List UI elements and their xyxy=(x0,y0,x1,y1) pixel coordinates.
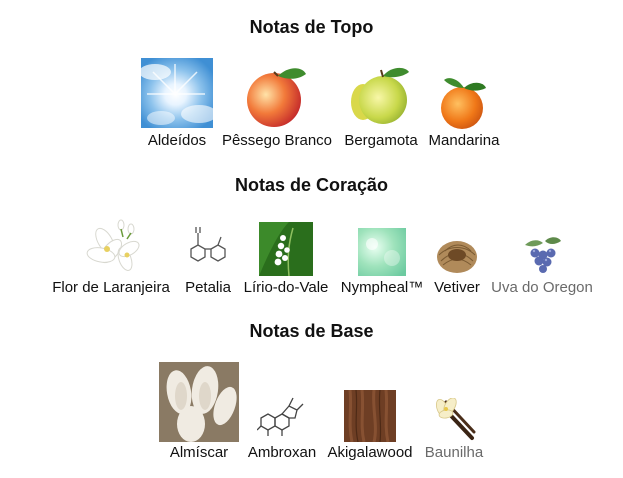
note-label: Flor de Laranjeira xyxy=(52,279,170,296)
note-label: Almíscar xyxy=(169,444,229,461)
note-item xyxy=(486,219,598,299)
note-item xyxy=(243,362,321,464)
note-item xyxy=(45,219,177,299)
note-label: Bergamota xyxy=(344,132,418,149)
section-title-top: Notas de Topo xyxy=(249,17,374,37)
water-lily-icon xyxy=(358,228,406,276)
note-item xyxy=(217,58,337,152)
note-item xyxy=(140,58,214,152)
note-item xyxy=(239,219,333,299)
note-label: Mandarina xyxy=(428,132,500,149)
section-title-base: Notas de Base xyxy=(249,321,374,341)
bergamot-icon xyxy=(349,60,413,128)
vetiver-icon xyxy=(435,231,479,275)
note-label: Baunilha xyxy=(424,444,484,461)
note-item xyxy=(339,58,423,152)
note-label: Akigalawood xyxy=(327,444,413,461)
note-item xyxy=(159,362,239,464)
mandarin-icon xyxy=(438,74,490,130)
molecule-icon xyxy=(185,223,231,269)
note-item xyxy=(429,219,485,299)
note-item xyxy=(418,362,490,464)
note-label: Pêssego Branco xyxy=(221,132,333,149)
wood-icon xyxy=(344,390,396,442)
section-title-heart: Notas de Coração xyxy=(234,175,389,195)
note-label: Lírio-do-Vale xyxy=(243,279,329,296)
note-item xyxy=(336,219,428,299)
peach-icon xyxy=(244,60,310,128)
note-item xyxy=(180,219,236,299)
sky-sun-icon xyxy=(141,58,213,128)
note-label: Nympheal™ xyxy=(340,279,424,296)
note-label: Vetiver xyxy=(434,279,480,296)
note-label: Ambroxan xyxy=(247,444,317,461)
note-label: Aldeídos xyxy=(147,132,207,149)
lily-of-the-valley-icon xyxy=(259,222,313,276)
note-label: Petalia xyxy=(185,279,231,296)
note-item xyxy=(323,362,417,464)
vanilla-icon xyxy=(432,398,476,442)
ambroxan-molecule-icon xyxy=(257,392,307,438)
orange-blossom-icon xyxy=(81,219,141,275)
musk-icon xyxy=(159,362,239,442)
note-label: Uva do Oregon xyxy=(491,279,593,296)
note-item xyxy=(424,58,504,152)
oregon-grape-icon xyxy=(521,235,563,275)
